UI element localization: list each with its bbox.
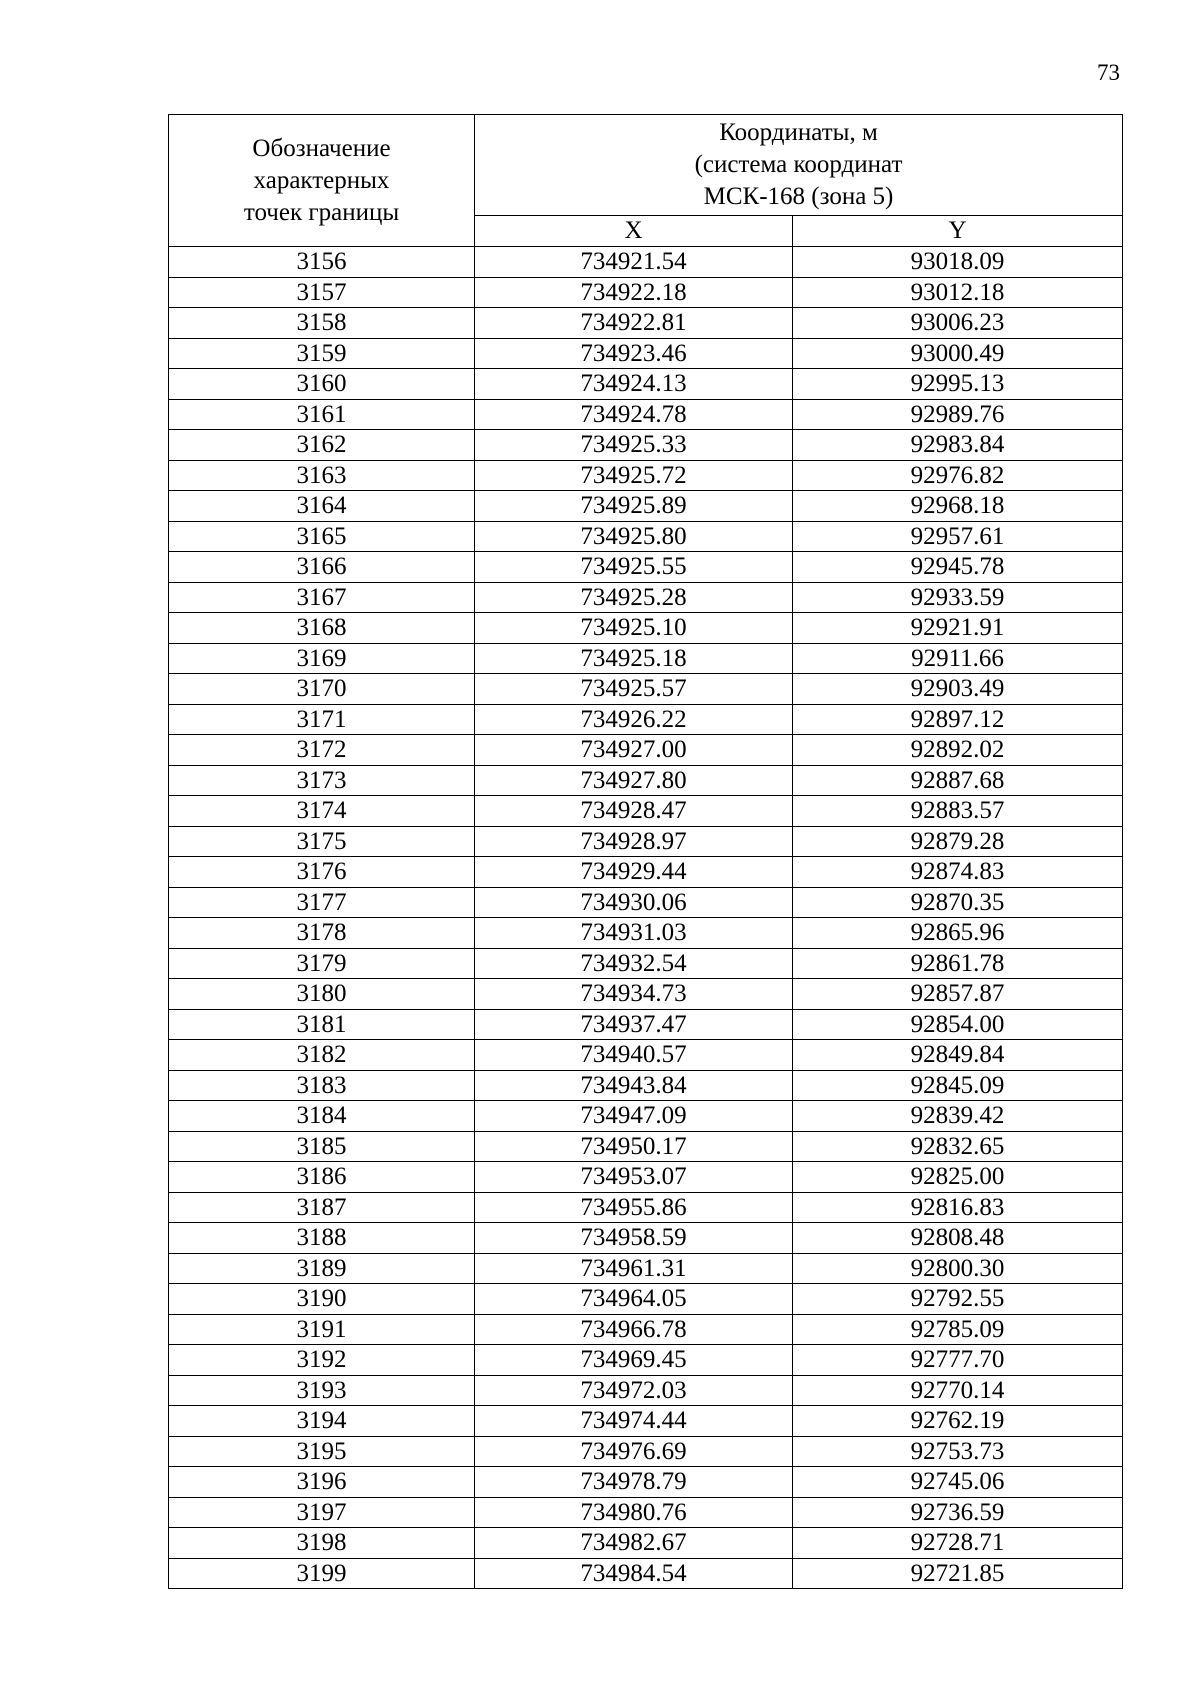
page-number: 73 — [1097, 60, 1120, 85]
x-cell: 734961.31 — [475, 1253, 793, 1284]
y-cell: 92879.28 — [793, 826, 1123, 857]
table-row — [169, 1406, 1123, 1437]
point-cell: 3160 — [169, 369, 475, 400]
x-cell: 734929.44 — [475, 857, 793, 888]
table-row — [169, 1223, 1123, 1254]
x-cell: 734958.59 — [475, 1223, 793, 1254]
point-cell: 3195 — [169, 1436, 475, 1467]
point-column-header: Обозначение характерных точек границы — [169, 115, 475, 247]
x-cell: 734925.18 — [475, 643, 793, 674]
x-cell: 734974.44 — [475, 1406, 793, 1437]
table-row — [169, 796, 1123, 827]
x-cell: 734925.80 — [475, 521, 793, 552]
table-row — [169, 1131, 1123, 1162]
table-row — [169, 1314, 1123, 1345]
x-cell: 734940.57 — [475, 1040, 793, 1071]
point-cell: 3157 — [169, 277, 475, 308]
y-column-header: Y — [793, 216, 1123, 247]
y-cell: 92983.84 — [793, 430, 1123, 461]
x-cell: 734922.18 — [475, 277, 793, 308]
point-cell: 3190 — [169, 1284, 475, 1315]
point-cell: 3175 — [169, 826, 475, 857]
y-cell: 93000.49 — [793, 338, 1123, 369]
x-cell: 734980.76 — [475, 1497, 793, 1528]
table-row — [169, 1467, 1123, 1498]
y-cell: 92861.78 — [793, 948, 1123, 979]
y-cell: 92968.18 — [793, 491, 1123, 522]
table-row — [169, 582, 1123, 613]
y-cell: 92736.59 — [793, 1497, 1123, 1528]
y-cell: 92903.49 — [793, 674, 1123, 705]
x-cell: 734925.89 — [475, 491, 793, 522]
table-row — [169, 643, 1123, 674]
point-cell: 3156 — [169, 247, 475, 278]
y-cell: 92854.00 — [793, 1009, 1123, 1040]
table-header — [169, 115, 1123, 247]
table-row — [169, 1040, 1123, 1071]
point-cell: 3162 — [169, 430, 475, 461]
point-cell: 3186 — [169, 1162, 475, 1193]
x-cell: 734955.86 — [475, 1192, 793, 1223]
point-cell: 3191 — [169, 1314, 475, 1345]
point-cell: 3199 — [169, 1558, 475, 1589]
point-cell: 3168 — [169, 613, 475, 644]
y-cell: 92816.83 — [793, 1192, 1123, 1223]
x-cell: 734932.54 — [475, 948, 793, 979]
x-cell: 734925.10 — [475, 613, 793, 644]
point-cell: 3182 — [169, 1040, 475, 1071]
y-cell: 93018.09 — [793, 247, 1123, 278]
table-row — [169, 704, 1123, 735]
point-cell: 3165 — [169, 521, 475, 552]
point-cell: 3184 — [169, 1101, 475, 1132]
table-row — [169, 1162, 1123, 1193]
point-cell: 3179 — [169, 948, 475, 979]
point-cell: 3188 — [169, 1223, 475, 1254]
y-cell: 92897.12 — [793, 704, 1123, 735]
point-cell: 3173 — [169, 765, 475, 796]
y-cell: 92845.09 — [793, 1070, 1123, 1101]
x-cell: 734984.54 — [475, 1558, 793, 1589]
x-cell: 734969.45 — [475, 1345, 793, 1376]
table-row — [169, 979, 1123, 1010]
y-cell: 92777.70 — [793, 1345, 1123, 1376]
x-cell: 734972.03 — [475, 1375, 793, 1406]
y-cell: 93012.18 — [793, 277, 1123, 308]
point-cell: 3196 — [169, 1467, 475, 1498]
y-cell: 92957.61 — [793, 521, 1123, 552]
y-cell: 92808.48 — [793, 1223, 1123, 1254]
point-cell: 3183 — [169, 1070, 475, 1101]
x-cell: 734982.67 — [475, 1528, 793, 1559]
y-cell: 92883.57 — [793, 796, 1123, 827]
table-row — [169, 1375, 1123, 1406]
point-cell: 3163 — [169, 460, 475, 491]
x-cell: 734937.47 — [475, 1009, 793, 1040]
point-cell: 3171 — [169, 704, 475, 735]
x-cell: 734925.33 — [475, 430, 793, 461]
x-cell: 734925.28 — [475, 582, 793, 613]
table-row — [169, 460, 1123, 491]
table-row — [169, 369, 1123, 400]
table-row — [169, 1558, 1123, 1589]
table-row — [169, 857, 1123, 888]
x-cell: 734950.17 — [475, 1131, 793, 1162]
y-cell: 92785.09 — [793, 1314, 1123, 1345]
x-cell: 734966.78 — [475, 1314, 793, 1345]
table-body — [169, 247, 1123, 1589]
y-cell: 92762.19 — [793, 1406, 1123, 1437]
y-cell: 92721.85 — [793, 1558, 1123, 1589]
table-row — [169, 430, 1123, 461]
point-cell: 3167 — [169, 582, 475, 613]
table-row — [169, 1192, 1123, 1223]
point-cell: 3172 — [169, 735, 475, 766]
point-cell: 3159 — [169, 338, 475, 369]
x-cell: 734930.06 — [475, 887, 793, 918]
x-cell: 734924.78 — [475, 399, 793, 430]
table-row — [169, 1345, 1123, 1376]
table-row — [169, 918, 1123, 949]
table-row — [169, 948, 1123, 979]
point-cell: 3194 — [169, 1406, 475, 1437]
y-cell: 92753.73 — [793, 1436, 1123, 1467]
table-row — [169, 491, 1123, 522]
table-row — [169, 247, 1123, 278]
coordinates-table — [168, 114, 1123, 1589]
table-row — [169, 277, 1123, 308]
point-cell: 3164 — [169, 491, 475, 522]
point-cell: 3170 — [169, 674, 475, 705]
point-cell: 3192 — [169, 1345, 475, 1376]
point-cell: 3161 — [169, 399, 475, 430]
point-cell: 3176 — [169, 857, 475, 888]
point-cell: 3187 — [169, 1192, 475, 1223]
y-cell: 92976.82 — [793, 460, 1123, 491]
point-cell: 3158 — [169, 308, 475, 339]
y-cell: 92849.84 — [793, 1040, 1123, 1071]
y-cell: 92911.66 — [793, 643, 1123, 674]
x-cell: 734953.07 — [475, 1162, 793, 1193]
x-cell: 734926.22 — [475, 704, 793, 735]
x-cell: 734928.97 — [475, 826, 793, 857]
y-cell: 92945.78 — [793, 552, 1123, 583]
point-cell: 3193 — [169, 1375, 475, 1406]
y-cell: 92792.55 — [793, 1284, 1123, 1315]
table-row — [169, 308, 1123, 339]
point-cell: 3177 — [169, 887, 475, 918]
point-cell: 3169 — [169, 643, 475, 674]
x-cell: 734978.79 — [475, 1467, 793, 1498]
table-row — [169, 1253, 1123, 1284]
x-cell: 734934.73 — [475, 979, 793, 1010]
y-cell: 92995.13 — [793, 369, 1123, 400]
table-row — [169, 552, 1123, 583]
table-row — [169, 826, 1123, 857]
y-cell: 92870.35 — [793, 887, 1123, 918]
y-cell: 92865.96 — [793, 918, 1123, 949]
point-cell: 3185 — [169, 1131, 475, 1162]
y-cell: 92728.71 — [793, 1528, 1123, 1559]
point-cell: 3198 — [169, 1528, 475, 1559]
y-cell: 92989.76 — [793, 399, 1123, 430]
x-cell: 734928.47 — [475, 796, 793, 827]
y-cell: 92800.30 — [793, 1253, 1123, 1284]
point-cell: 3178 — [169, 918, 475, 949]
x-cell: 734976.69 — [475, 1436, 793, 1467]
table-row — [169, 613, 1123, 644]
x-cell: 734931.03 — [475, 918, 793, 949]
y-cell: 92933.59 — [793, 582, 1123, 613]
header-row — [169, 115, 1123, 216]
y-cell: 92892.02 — [793, 735, 1123, 766]
y-cell: 92770.14 — [793, 1375, 1123, 1406]
y-cell: 92839.42 — [793, 1101, 1123, 1132]
x-cell: 734924.13 — [475, 369, 793, 400]
y-cell: 92921.91 — [793, 613, 1123, 644]
x-cell: 734925.72 — [475, 460, 793, 491]
point-cell: 3166 — [169, 552, 475, 583]
table-row — [169, 1101, 1123, 1132]
x-column-header: X — [475, 216, 793, 247]
x-cell: 734964.05 — [475, 1284, 793, 1315]
point-cell: 3197 — [169, 1497, 475, 1528]
y-cell: 92832.65 — [793, 1131, 1123, 1162]
table-row — [169, 399, 1123, 430]
table-row — [169, 674, 1123, 705]
coordinates-column-header: Координаты, м (система координат МСК-168 (зона 5) — [475, 115, 1123, 216]
y-cell: 92874.83 — [793, 857, 1123, 888]
x-cell: 734921.54 — [475, 247, 793, 278]
point-cell: 3181 — [169, 1009, 475, 1040]
table-row — [169, 338, 1123, 369]
x-cell: 734923.46 — [475, 338, 793, 369]
y-cell: 92887.68 — [793, 765, 1123, 796]
table-row — [169, 887, 1123, 918]
table-row — [169, 1284, 1123, 1315]
table-row — [169, 735, 1123, 766]
table-row — [169, 1528, 1123, 1559]
point-cell: 3189 — [169, 1253, 475, 1284]
y-cell: 93006.23 — [793, 308, 1123, 339]
table-row — [169, 1497, 1123, 1528]
table-row — [169, 521, 1123, 552]
x-cell: 734927.00 — [475, 735, 793, 766]
x-cell: 734943.84 — [475, 1070, 793, 1101]
point-cell: 3174 — [169, 796, 475, 827]
x-cell: 734927.80 — [475, 765, 793, 796]
y-cell: 92825.00 — [793, 1162, 1123, 1193]
x-cell: 734922.81 — [475, 308, 793, 339]
x-cell: 734925.55 — [475, 552, 793, 583]
table-row — [169, 1436, 1123, 1467]
table-row — [169, 1070, 1123, 1101]
x-cell: 734947.09 — [475, 1101, 793, 1132]
table-row — [169, 765, 1123, 796]
y-cell: 92745.06 — [793, 1467, 1123, 1498]
x-cell: 734925.57 — [475, 674, 793, 705]
table-row — [169, 1009, 1123, 1040]
y-cell: 92857.87 — [793, 979, 1123, 1010]
point-cell: 3180 — [169, 979, 475, 1010]
